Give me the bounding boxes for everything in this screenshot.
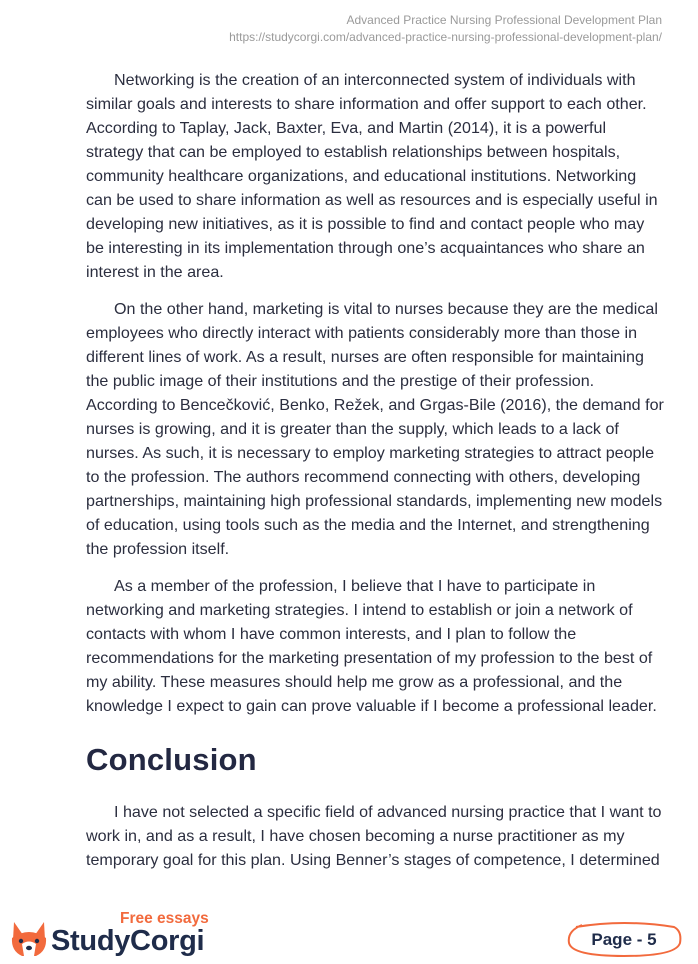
document-title: Advanced Practice Nursing Professional Development Plan [346,13,662,27]
paragraph-conclusion: I have not selected a specific field of advanced nursing practice that I want to work in, and as a result, I have chosen becoming a nurse practitioner as my temporary goal for this plan. Using Benner’s stages of competence, I determined [86,803,662,869]
paragraph-marketing: On the other hand, marketing is vital to nurses because they are the medical employees who directly interact with patients considerably more than those in different lines of work. As a result, nurses are often responsible for maintaining the public image of their institutions and the prestige of their profession. According to Bencečković, Benko, Režek, and Grgas-Bile (2016), the demand for nurses is growing, and it is greater than the supply, which leads to a lack of nurses. As such, it is necessary to employ marketing strategies to attract people to the profession. The authors recommend connecting with others, developing partnerships, maintaining high professional standards, implementing new models of education, using tools such as the media and the Internet, and strengthening the profession itself. [86,300,664,558]
page-header [229,12,662,46]
conclusion-heading: Conclusion [86,742,257,777]
paragraph-participation: As a member of the profession, I believe that I have to participate in networking and marketing strategies. I intend to establish or join a network of contacts with whom I have common interests, and I plan to follow the recommendations for the marketing presentation of my profession to the best of my ability. These measures should help me grow as a professional, and the knowledge I expect to gain can prove valuable if I become a professional leader. [86,577,657,715]
page-number: Page - 5 [591,930,657,949]
document-url-link[interactable]: https://studycorgi.com/advanced-practice-nursing-professional-development-plan/ [229,30,662,44]
studycorgi-logo[interactable] [8,908,228,960]
paragraph-networking: Networking is the creation of an interconnected system of individuals with similar goals and interests to share information and offer support to each other. According to Taplay, Jack, Baxter, Eva, and Martin (2014), it is a powerful strategy that can be employed to establish relationships between hospitals, community healthcare organizations, and educational institutions. Networking can be used to share information as well as resources and is especially useful in developing new initiatives, as it is possible to find and contact people who may be interesting in its implementation through one’s acquaintances who share an interest in the area. [86,71,658,281]
logo-brand-name: StudyCorgi [51,925,205,957]
essay-content [86,68,666,885]
corgi-icon [8,918,50,960]
logo-tagline: Free essays [120,910,209,927]
page-number-badge [566,921,682,959]
